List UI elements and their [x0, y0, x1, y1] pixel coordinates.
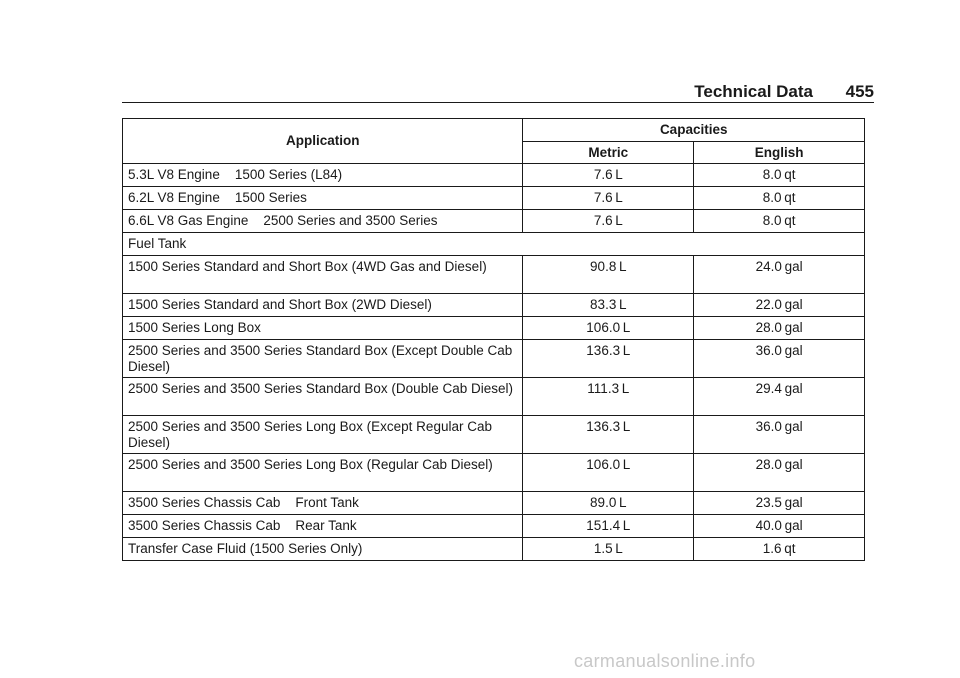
- application-cell: 1500 Series Standard and Short Box (4WD Gas and Diesel): [123, 256, 523, 294]
- table-row: [123, 256, 865, 294]
- english-cell: 1.6 qt: [694, 538, 865, 561]
- table-row: [123, 454, 865, 492]
- metric-cell: 7.6 L: [523, 187, 694, 210]
- english-cell: 36.0 gal: [694, 416, 865, 454]
- capacities-table: [122, 118, 865, 561]
- col-header-application: Application: [123, 119, 523, 164]
- application-cell: 6.6L V8 Gas Engine 2500 Series and 3500 Series: [123, 210, 523, 233]
- table-section-row: [123, 233, 865, 256]
- page-header: [122, 82, 874, 103]
- english-cell: 8.0 qt: [694, 210, 865, 233]
- metric-cell: 111.3 L: [523, 378, 694, 416]
- application-cell: 1500 Series Long Box: [123, 317, 523, 340]
- metric-cell: 106.0 L: [523, 317, 694, 340]
- watermark-text: carmanualsonline.info: [574, 651, 756, 671]
- english-cell: 8.0 qt: [694, 164, 865, 187]
- application-cell: Transfer Case Fluid (1500 Series Only): [123, 538, 523, 561]
- page-number: 455: [845, 82, 874, 101]
- table-row: [123, 416, 865, 454]
- metric-cell: 151.4 L: [523, 515, 694, 538]
- metric-cell: 83.3 L: [523, 294, 694, 317]
- english-cell: 8.0 qt: [694, 187, 865, 210]
- metric-cell: 7.6 L: [523, 210, 694, 233]
- metric-cell: 89.0 L: [523, 492, 694, 515]
- application-cell: 3500 Series Chassis Cab Front Tank: [123, 492, 523, 515]
- english-cell: 36.0 gal: [694, 340, 865, 378]
- table-row: [123, 210, 865, 233]
- metric-cell: 90.8 L: [523, 256, 694, 294]
- english-cell: 23.5 gal: [694, 492, 865, 515]
- table-row: [123, 340, 865, 378]
- english-cell: 28.0 gal: [694, 454, 865, 492]
- english-cell: 28.0 gal: [694, 317, 865, 340]
- table-row: [123, 538, 865, 561]
- table-row: [123, 378, 865, 416]
- english-cell: 24.0 gal: [694, 256, 865, 294]
- english-cell: 29.4 gal: [694, 378, 865, 416]
- application-cell: 1500 Series Standard and Short Box (2WD Diesel): [123, 294, 523, 317]
- table-row: [123, 317, 865, 340]
- table-row: [123, 187, 865, 210]
- table-row: [123, 515, 865, 538]
- metric-cell: 106.0 L: [523, 454, 694, 492]
- application-cell: 2500 Series and 3500 Series Standard Box (Except Double Cab Diesel): [123, 340, 523, 378]
- application-cell: 2500 Series and 3500 Series Standard Box (Double Cab Diesel): [123, 378, 523, 416]
- metric-cell: 7.6 L: [523, 164, 694, 187]
- application-cell: 2500 Series and 3500 Series Long Box (Except Regular Cab Diesel): [123, 416, 523, 454]
- metric-cell: 1.5 L: [523, 538, 694, 561]
- table-row: [123, 294, 865, 317]
- application-cell: 2500 Series and 3500 Series Long Box (Regular Cab Diesel): [123, 454, 523, 492]
- application-cell: 6.2L V8 Engine 1500 Series: [123, 187, 523, 210]
- english-cell: 40.0 gal: [694, 515, 865, 538]
- english-cell: 22.0 gal: [694, 294, 865, 317]
- col-header-english: English: [694, 141, 865, 164]
- metric-cell: 136.3 L: [523, 416, 694, 454]
- col-header-metric: Metric: [523, 141, 694, 164]
- section-title: Technical Data: [694, 82, 813, 101]
- table-row: [123, 492, 865, 515]
- table-row: [123, 164, 865, 187]
- application-cell: 3500 Series Chassis Cab Rear Tank: [123, 515, 523, 538]
- col-header-capacities: Capacities: [523, 119, 865, 142]
- application-cell: 5.3L V8 Engine 1500 Series (L84): [123, 164, 523, 187]
- section-cell-fuel-tank: Fuel Tank: [123, 233, 865, 256]
- metric-cell: 136.3 L: [523, 340, 694, 378]
